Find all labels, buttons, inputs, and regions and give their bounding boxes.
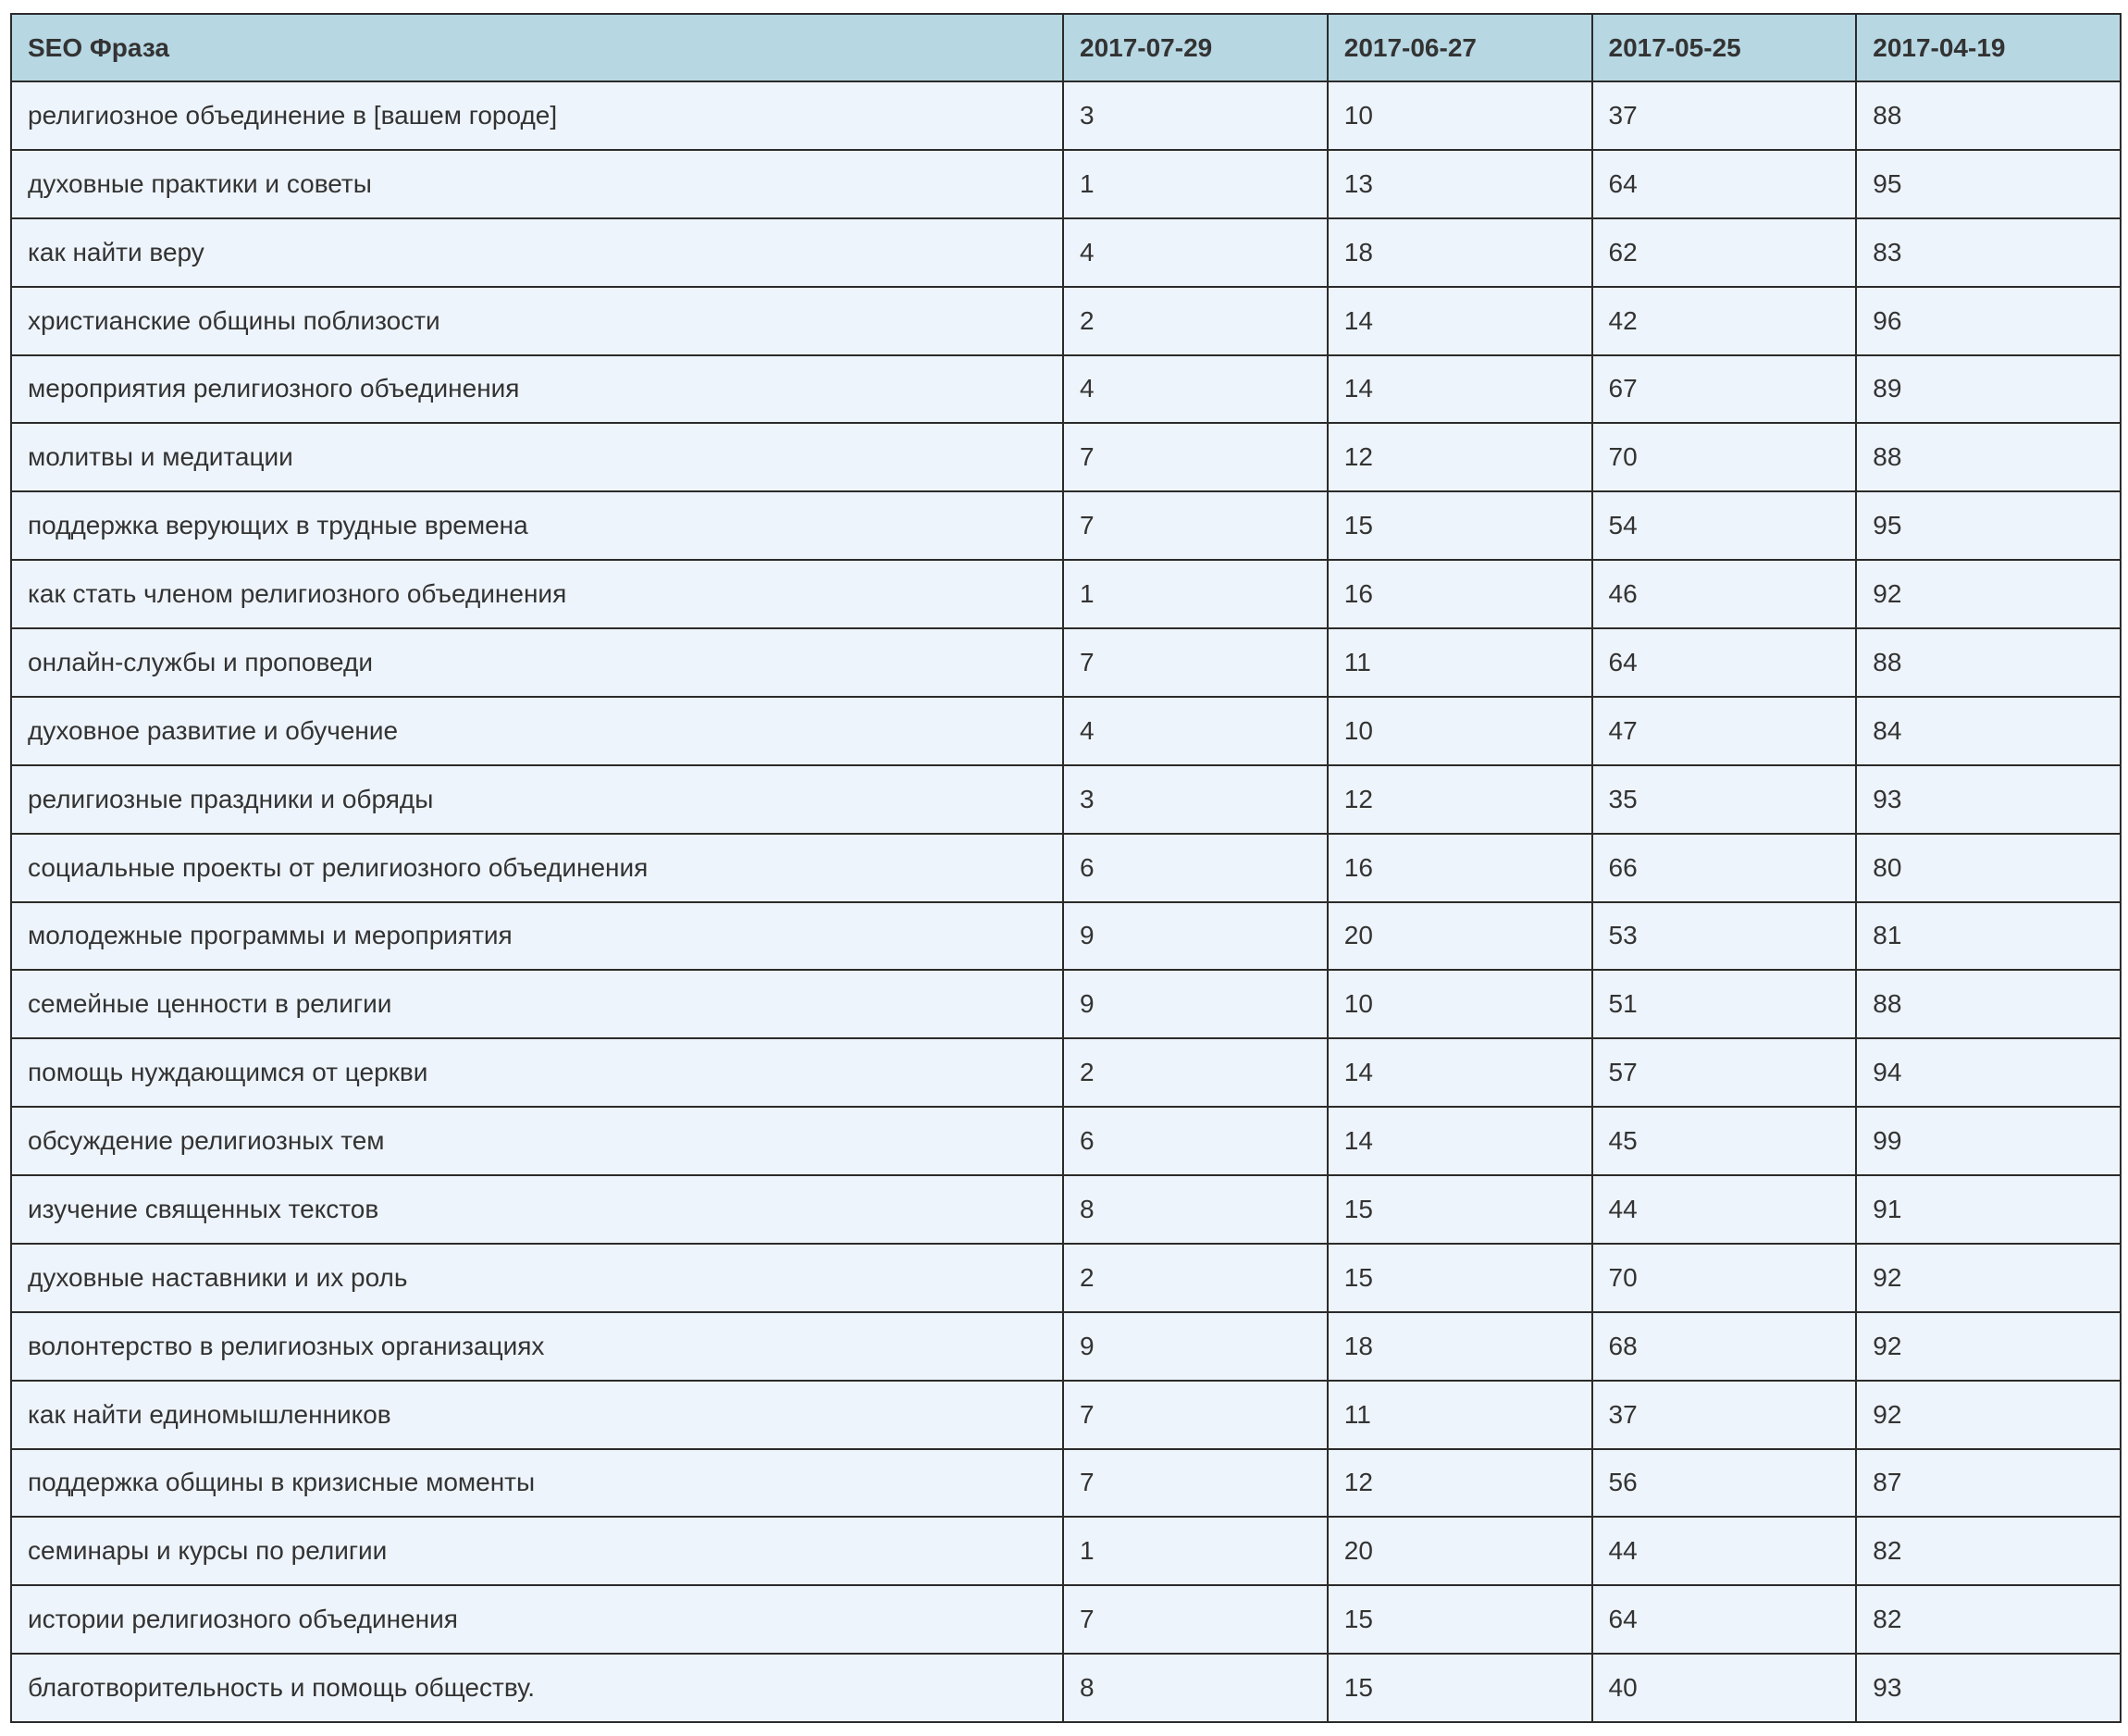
rank-cell: 83 <box>1856 218 2121 287</box>
rank-cell: 12 <box>1328 423 1592 491</box>
rank-cell: 64 <box>1592 628 1857 697</box>
table-row <box>11 560 2121 628</box>
seo-phrase-cell: поддержка общины в кризисные моменты <box>11 1449 1063 1518</box>
seo-phrase-cell: семинары и курсы по религии <box>11 1517 1063 1585</box>
rank-cell: 96 <box>1856 287 2121 355</box>
table-row <box>11 1312 2121 1381</box>
table-row <box>11 902 2121 971</box>
rank-cell: 88 <box>1856 81 2121 150</box>
seo-phrase-cell: духовное развитие и обучение <box>11 697 1063 765</box>
rank-cell: 91 <box>1856 1175 2121 1244</box>
seo-phrase-cell: онлайн-службы и проповеди <box>11 628 1063 697</box>
rank-cell: 14 <box>1328 1038 1592 1107</box>
seo-phrase-cell: религиозное объединение в [вашем городе] <box>11 81 1063 150</box>
seo-rankings-table-container <box>10 13 2120 1723</box>
table-row <box>11 218 2121 287</box>
table-row <box>11 1517 2121 1585</box>
rank-cell: 92 <box>1856 1244 2121 1312</box>
seo-phrase-cell: мероприятия религиозного объединения <box>11 355 1063 424</box>
table-row <box>11 628 2121 697</box>
rank-cell: 3 <box>1063 765 1328 834</box>
table-row <box>11 1175 2121 1244</box>
rank-cell: 7 <box>1063 423 1328 491</box>
seo-phrase-cell: изучение священных текстов <box>11 1175 1063 1244</box>
rank-cell: 92 <box>1856 1381 2121 1449</box>
rank-cell: 16 <box>1328 560 1592 628</box>
header-row <box>11 14 2121 81</box>
rank-cell: 15 <box>1328 1244 1592 1312</box>
rank-cell: 88 <box>1856 423 2121 491</box>
rank-cell: 6 <box>1063 1107 1328 1175</box>
rank-cell: 4 <box>1063 355 1328 424</box>
rank-cell: 1 <box>1063 150 1328 218</box>
rank-cell: 20 <box>1328 902 1592 971</box>
rank-cell: 16 <box>1328 834 1592 902</box>
rank-cell: 64 <box>1592 150 1857 218</box>
rank-cell: 15 <box>1328 1654 1592 1722</box>
rank-cell: 15 <box>1328 491 1592 560</box>
table-row <box>11 1381 2121 1449</box>
seo-phrase-cell: молодежные программы и мероприятия <box>11 902 1063 971</box>
rank-cell: 12 <box>1328 765 1592 834</box>
rank-cell: 94 <box>1856 1038 2121 1107</box>
seo-phrase-cell: обсуждение религиозных тем <box>11 1107 1063 1175</box>
header-date-1: 2017-07-29 <box>1063 14 1328 81</box>
seo-phrase-cell: как найти веру <box>11 218 1063 287</box>
rank-cell: 9 <box>1063 902 1328 971</box>
rank-cell: 15 <box>1328 1585 1592 1654</box>
rank-cell: 3 <box>1063 81 1328 150</box>
rank-cell: 56 <box>1592 1449 1857 1518</box>
rank-cell: 47 <box>1592 697 1857 765</box>
rank-cell: 10 <box>1328 81 1592 150</box>
seo-phrase-cell: помощь нуждающимся от церкви <box>11 1038 1063 1107</box>
rank-cell: 9 <box>1063 970 1328 1038</box>
table-row <box>11 423 2121 491</box>
rank-cell: 1 <box>1063 560 1328 628</box>
table-header <box>11 14 2121 81</box>
rank-cell: 4 <box>1063 697 1328 765</box>
rank-cell: 54 <box>1592 491 1857 560</box>
rank-cell: 95 <box>1856 491 2121 560</box>
rank-cell: 7 <box>1063 1381 1328 1449</box>
rank-cell: 4 <box>1063 218 1328 287</box>
rank-cell: 84 <box>1856 697 2121 765</box>
rank-cell: 14 <box>1328 287 1592 355</box>
rank-cell: 93 <box>1856 1654 2121 1722</box>
table-row <box>11 697 2121 765</box>
rank-cell: 89 <box>1856 355 2121 424</box>
rank-cell: 15 <box>1328 1175 1592 1244</box>
rank-cell: 8 <box>1063 1175 1328 1244</box>
seo-phrase-cell: социальные проекты от религиозного объединения <box>11 834 1063 902</box>
rank-cell: 12 <box>1328 1449 1592 1518</box>
rank-cell: 14 <box>1328 355 1592 424</box>
table-row <box>11 1585 2121 1654</box>
rank-cell: 35 <box>1592 765 1857 834</box>
rank-cell: 68 <box>1592 1312 1857 1381</box>
rank-cell: 7 <box>1063 1585 1328 1654</box>
rank-cell: 40 <box>1592 1654 1857 1722</box>
seo-phrase-cell: поддержка верующих в трудные времена <box>11 491 1063 560</box>
rank-cell: 37 <box>1592 81 1857 150</box>
rank-cell: 87 <box>1856 1449 2121 1518</box>
rank-cell: 42 <box>1592 287 1857 355</box>
rank-cell: 51 <box>1592 970 1857 1038</box>
header-date-3: 2017-05-25 <box>1592 14 1857 81</box>
table-row <box>11 1107 2121 1175</box>
table-row <box>11 834 2121 902</box>
seo-phrase-cell: христианские общины поблизости <box>11 287 1063 355</box>
seo-rankings-table <box>10 13 2122 1723</box>
rank-cell: 2 <box>1063 1038 1328 1107</box>
seo-phrase-cell: религиозные праздники и обряды <box>11 765 1063 834</box>
seo-phrase-cell: как стать членом религиозного объединения <box>11 560 1063 628</box>
rank-cell: 46 <box>1592 560 1857 628</box>
table-row <box>11 1654 2121 1722</box>
rank-cell: 7 <box>1063 1449 1328 1518</box>
rank-cell: 11 <box>1328 628 1592 697</box>
rank-cell: 37 <box>1592 1381 1857 1449</box>
seo-phrase-cell: благотворительность и помощь обществу. <box>11 1654 1063 1722</box>
rank-cell: 44 <box>1592 1517 1857 1585</box>
rank-cell: 10 <box>1328 970 1592 1038</box>
rank-cell: 66 <box>1592 834 1857 902</box>
seo-phrase-cell: духовные наставники и их роль <box>11 1244 1063 1312</box>
rank-cell: 7 <box>1063 491 1328 560</box>
header-date-4: 2017-04-19 <box>1856 14 2121 81</box>
table-row <box>11 81 2121 150</box>
rank-cell: 44 <box>1592 1175 1857 1244</box>
rank-cell: 82 <box>1856 1517 2121 1585</box>
header-date-2: 2017-06-27 <box>1328 14 1592 81</box>
rank-cell: 88 <box>1856 628 2121 697</box>
rank-cell: 53 <box>1592 902 1857 971</box>
table-row <box>11 491 2121 560</box>
rank-cell: 99 <box>1856 1107 2121 1175</box>
table-row <box>11 287 2121 355</box>
rank-cell: 82 <box>1856 1585 2121 1654</box>
rank-cell: 18 <box>1328 218 1592 287</box>
rank-cell: 6 <box>1063 834 1328 902</box>
rank-cell: 62 <box>1592 218 1857 287</box>
table-row <box>11 1244 2121 1312</box>
table-row <box>11 150 2121 218</box>
table-body <box>11 81 2121 1722</box>
seo-phrase-cell: истории религиозного объединения <box>11 1585 1063 1654</box>
rank-cell: 45 <box>1592 1107 1857 1175</box>
table-row <box>11 765 2121 834</box>
seo-phrase-cell: молитвы и медитации <box>11 423 1063 491</box>
seo-phrase-cell: как найти единомышленников <box>11 1381 1063 1449</box>
rank-cell: 92 <box>1856 560 2121 628</box>
rank-cell: 67 <box>1592 355 1857 424</box>
rank-cell: 80 <box>1856 834 2121 902</box>
rank-cell: 8 <box>1063 1654 1328 1722</box>
rank-cell: 13 <box>1328 150 1592 218</box>
rank-cell: 93 <box>1856 765 2121 834</box>
rank-cell: 2 <box>1063 287 1328 355</box>
rank-cell: 1 <box>1063 1517 1328 1585</box>
rank-cell: 20 <box>1328 1517 1592 1585</box>
header-seo-phrase: SEO Фраза <box>11 14 1063 81</box>
seo-phrase-cell: семейные ценности в религии <box>11 970 1063 1038</box>
rank-cell: 7 <box>1063 628 1328 697</box>
rank-cell: 95 <box>1856 150 2121 218</box>
table-row <box>11 970 2121 1038</box>
table-row <box>11 1038 2121 1107</box>
table-row <box>11 1449 2121 1518</box>
rank-cell: 70 <box>1592 423 1857 491</box>
rank-cell: 70 <box>1592 1244 1857 1312</box>
rank-cell: 10 <box>1328 697 1592 765</box>
rank-cell: 64 <box>1592 1585 1857 1654</box>
rank-cell: 11 <box>1328 1381 1592 1449</box>
rank-cell: 88 <box>1856 970 2121 1038</box>
rank-cell: 57 <box>1592 1038 1857 1107</box>
rank-cell: 18 <box>1328 1312 1592 1381</box>
rank-cell: 81 <box>1856 902 2121 971</box>
seo-phrase-cell: волонтерство в религиозных организациях <box>11 1312 1063 1381</box>
rank-cell: 92 <box>1856 1312 2121 1381</box>
rank-cell: 14 <box>1328 1107 1592 1175</box>
rank-cell: 2 <box>1063 1244 1328 1312</box>
seo-phrase-cell: духовные практики и советы <box>11 150 1063 218</box>
rank-cell: 9 <box>1063 1312 1328 1381</box>
table-row <box>11 355 2121 424</box>
